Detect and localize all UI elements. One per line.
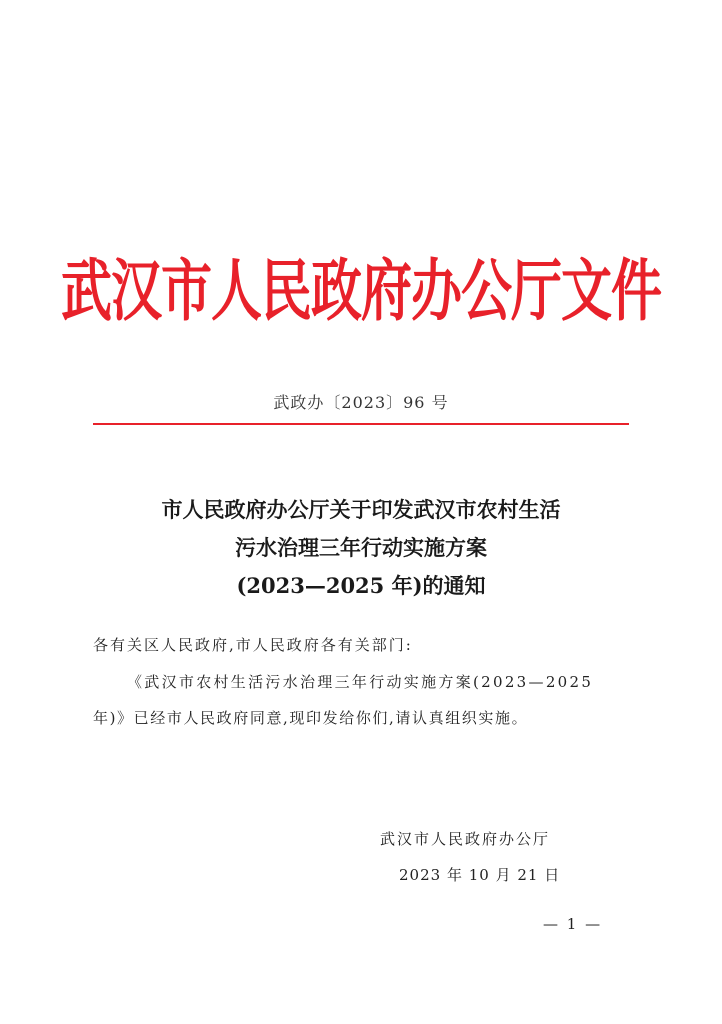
document-title — [0, 491, 722, 605]
red-header-title: 武汉市人民政府办公厅文件 — [60, 251, 661, 332]
document-title-line-1: 市人民政府办公厅关于印发武汉市农村生活 — [161, 497, 561, 522]
document-title-line-3: (2023—2025 年)的通知 — [236, 573, 486, 598]
issue-date: 2023 年 10 月 21 日 — [399, 866, 561, 884]
salutation: 各有关区人民政府,市人民政府各有关部门: — [93, 636, 413, 654]
document-number: 武政办〔2023〕96 号 — [273, 393, 449, 412]
issuing-office: 武汉市人民政府办公厅 — [380, 830, 551, 848]
red-divider-line — [93, 423, 629, 425]
page-number: — 1 — — [543, 915, 603, 933]
document-title-line-2: 污水治理三年行动实施方案 — [235, 535, 487, 560]
body-text-line-2: 年)》已经市人民政府同意,现印发给你们,请认真组织实施。 — [93, 709, 529, 727]
body-text-line-1: 《武汉市农村生活污水治理三年行动实施方案(2023—2025 — [127, 673, 594, 691]
